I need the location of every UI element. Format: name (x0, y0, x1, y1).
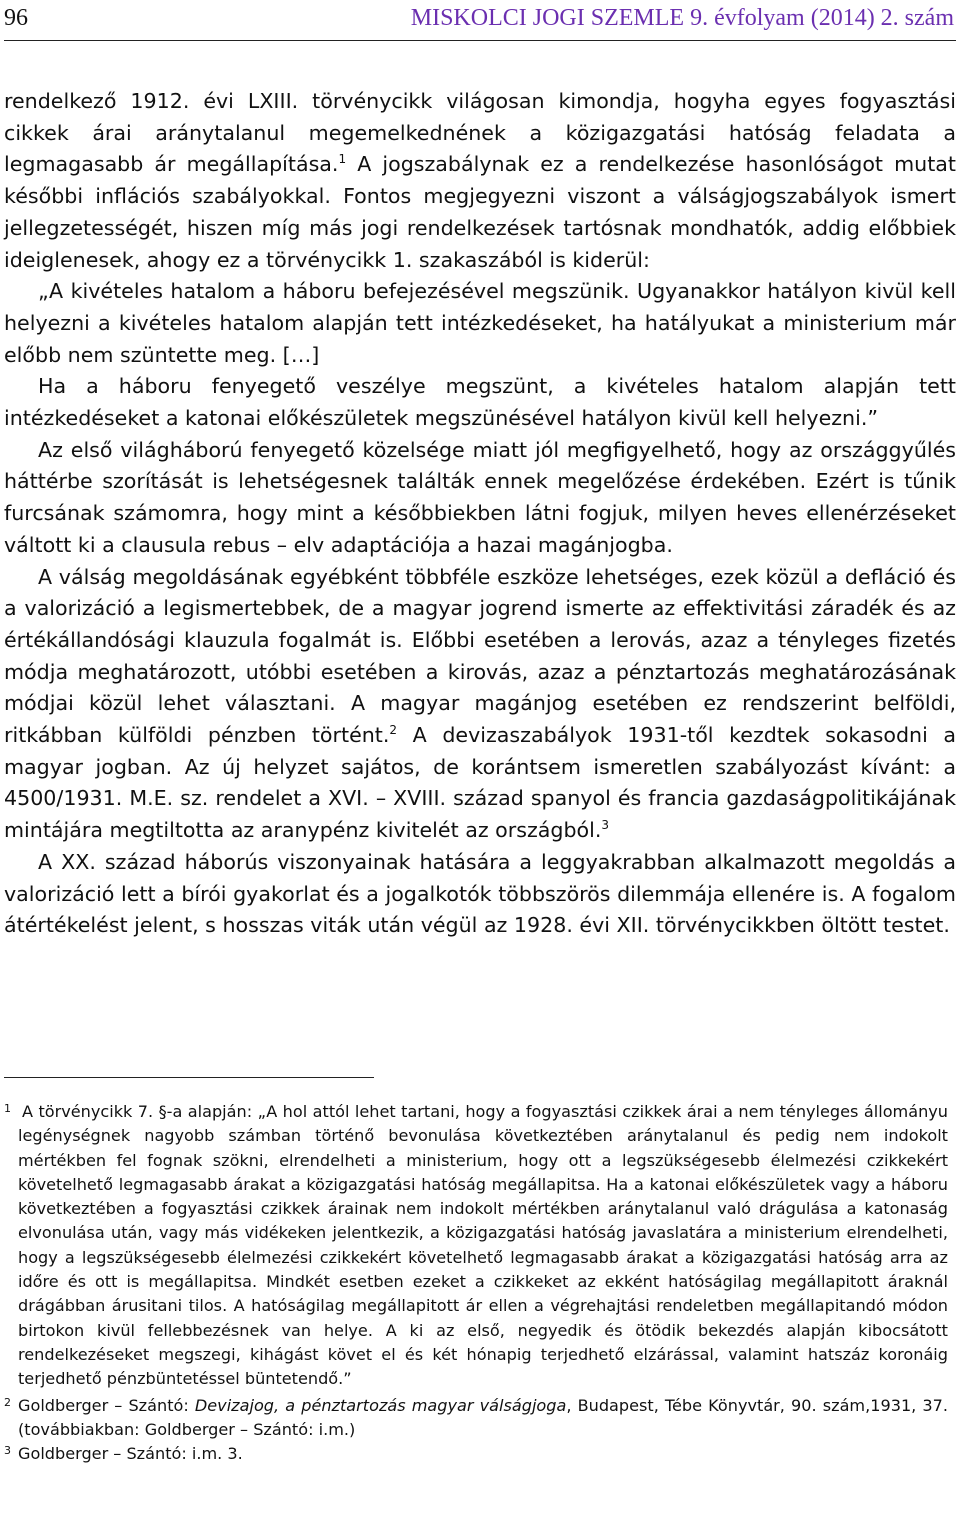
page-number: 96 (4, 5, 28, 31)
running-head: MISKOLCI JOGI SZEMLE 9. évfolyam (2014) 2. szám (410, 5, 954, 31)
footnote-ref-3[interactable]: 3 (601, 818, 610, 833)
footnote-2-title: Devizajog, a pénztartozás magyar válságjoga (194, 1395, 567, 1415)
quote-paragraph-2: Ha a háboru fenyegető veszélye megszünt, a kivételes hatalom alapján tett intézkedéseket a katonai előkészületek megszünésével hatályon kivül kell helyezni.” (4, 374, 956, 431)
paragraph-2: Az első világháború fenyegető közelsége miatt jól megfigyelhető, hogy az országgyűlés háttérbe szorítását is lehetségesnek találták ennek megelőzése érdekében. Ezért is tűnik furcsának számomra, hogy mint a későbbiekben látni fogjuk, milyen heves ellenérzéseket váltott ki a clausula rebus – elv adaptációja a hazai magánjogba. (4, 437, 956, 557)
paragraph-3 (4, 562, 956, 847)
footnote-1 (4, 1100, 948, 1392)
footnote-2-text-b: , Budapest, Tébe Könyvtár, 90. szám,1931, 37. (továbbiakban: Goldberger – Szántó: i.m.) (18, 1395, 949, 1439)
paragraph-1-text-b: A jogszabálynak ez a rendelkezése hasonlóságot mutat későbbi inflációs szabályokkal. Fontos megjegyezni viszont a válságjogszabályok ismert jellegzetességét, hiszen míg más jogi rendelkezések tartósnak mondhatók, addig előbbiek ideiglenesek, ahogy ez a törvénycikk 1. szakaszából is kiderül: (4, 152, 956, 272)
footnote-ref-2[interactable]: 2 (389, 723, 398, 738)
paragraph-3-text-a: A válság megoldásának egyébként többféle eszköze lehetséges, ezek közül a defláció és a valorizáció a legismertebbek, de a magyar jogrend ismerte az effektivitási záradék és az értékállandósági klauzula fogalmát is. Előbbi esetében a lerovás, azaz a tényleges fizetés módja meghatározott, utóbbi esetében a kirovás, azaz a pénztartozás meghatározásának módjai közül lehet választani. A magyar magánjog esetében ez rendszerint belföldi, ritkábban külföldi pénzben történt. (4, 564, 956, 748)
footnote-2-mark: 2 (4, 1395, 11, 1409)
body-text (4, 86, 956, 942)
footnote-ref-1[interactable]: 1 (338, 152, 347, 167)
footnote-1-mark: 1 (4, 1102, 11, 1115)
footnote-2 (4, 1394, 948, 1443)
paragraph-1 (4, 86, 956, 276)
footnote-1-text: A törvénycikk 7. §-a alapján: „A hol attól lehet tartani, hogy a fogyasztási czikkek árai a nem tényleges állományu legénységnek nagyobb számban történő bevonulása következtében aránytalanul és pedig nem indokolt mértékben fel fognak szökni, elrendelheti a ministerium, hogy ott a legszükségesebb élelmezési czikkekért követelhető legmagasabb árakat a közigazgatási hatóság megállapitsa. Ha a katonai előkészületek vagy a háboru következtében a fogyasztási czikkek árainak nem indokolt mértékben aránytalanul való drágulása a katonaság elvonulása után, vagy más vidékeken jelentkezik, a közigazgatási hatóság javaslatára a ministerium elrendelheti, hogy a legszükségesebb élelmezési czikkekért követelhető legmagasabb árakat a közigazgatási hatóság arra az időre és ott is megállapitsa. Mindkét esetben ezeket a czikkeket az ekként hatóságilag megállapitott áraknál drágábban árusitani tilos. A hatóságilag megállapitott ár ellen a végrehajtási rendeletben megállapitandó módon birtokon kivül fellebbezésnek van helye. A ki az első, negyedik és ötödik bekezdés alapján kibocsátott rendelkezéseket megszegi, kihágást követ el és két hónapig terjedhető elzárással, valamint hatszáz koronáig terjedhető pénzbüntetéssel büntetendő.” (18, 1102, 948, 1389)
footnote-3 (4, 1442, 948, 1466)
paragraph-4: A XX. század háborús viszonyainak hatására a leggyakrabban alkalmazott megoldás a valorizáció lett a bírói gyakorlat és a jogalkotók többszörös dilemmája ellenére is. A fogalom átértékelést jelent, s hosszas viták után végül az 1928. évi XII. törvénycikkben öltött testet. (4, 849, 956, 938)
footnote-3-mark: 3 (4, 1444, 11, 1458)
page-header (4, 2, 956, 41)
paragraph-1-text-a: rendelkező 1912. évi LXIII. törvénycikk világosan kimondja, hogyha egyes fogyasztási cikkek árai aránytalanul megemelkednének a közigazgatási hatóság feladata a legmagasabb ár megállapítása. (4, 89, 956, 177)
paragraph-3-text-b: A devizaszabályok 1931-től kezdtek sokasodni a magyar jogban. Az új helyzet sajátos, de korántsem ismeretlen szabályozást kívánt: a 4500/1931. M.E. sz. rendelet a XVI. – XVIII. század spanyol és francia gazdaságpolitikájának mintájára megtiltotta az aranypénz kivitelét az országból. (4, 723, 956, 843)
footnote-3-text: Goldberger – Szántó: i.m. 3. (18, 1444, 243, 1464)
footnote-separator (4, 1077, 374, 1078)
quote-paragraph-1: „A kivételes hatalom a háboru befejezésével megszünik. Ugyanakkor hatályon kivül kell helyezni a kivételes hatalom alapján tett intézkedéseket, ha hatályukat a ministerium már előbb nem szüntette meg. […] (4, 279, 956, 367)
footnote-2-text-a: Goldberger – Szántó: (18, 1395, 195, 1415)
footnotes (4, 1100, 948, 1466)
